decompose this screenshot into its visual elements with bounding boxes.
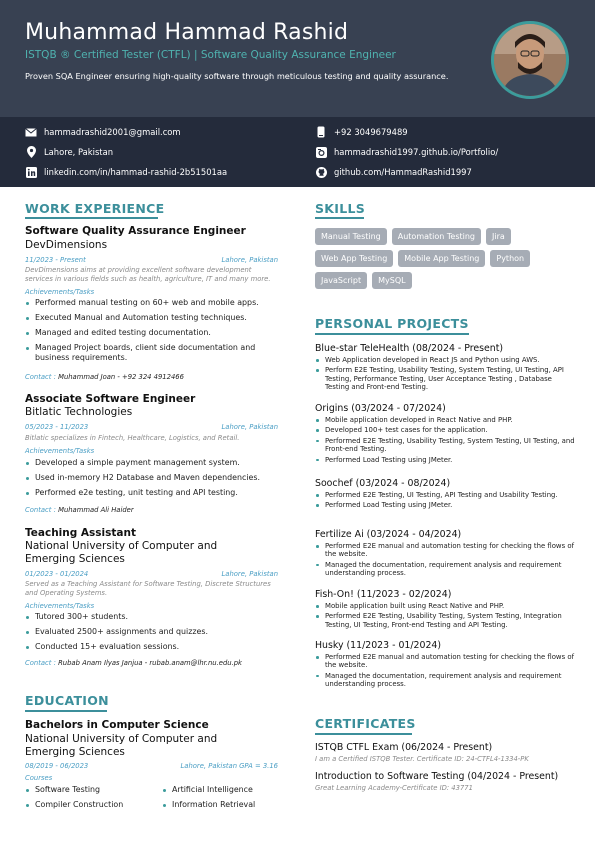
- skill-tag: Automation Testing: [392, 228, 481, 245]
- list-item: Information Retrieval: [162, 800, 299, 810]
- list-item: Web Application developed in React JS and Python using AWS.: [315, 356, 575, 364]
- skill-tag: Web App Testing: [315, 250, 393, 267]
- list-item: Software Testing: [25, 785, 162, 795]
- project-bullets: [315, 602, 575, 631]
- list-item: Performed E2E manual and automation testing for checking the flows of the website.: [315, 653, 575, 670]
- job-location: Lahore, Pakistan: [221, 423, 278, 431]
- list-item: Artificial Intelligence: [162, 785, 299, 795]
- phone-icon: [315, 126, 327, 138]
- job-company: National University of Computer and Emerging Sciences: [25, 540, 218, 565]
- list-item: Managed and edited testing documentation.: [25, 328, 285, 338]
- list-item: Performed manual testing on 60+ web and mobile apps.: [25, 298, 285, 308]
- contact-portfolio[interactable]: [315, 146, 498, 158]
- skill-tag: Jira: [486, 228, 511, 245]
- list-item: Evaluated 2500+ assignments and quizzes.: [25, 627, 285, 637]
- job-contact: [25, 506, 134, 514]
- job-description: DevDimensions aims at providing excellent software development services in various fields such as health, agriculture, IT and many more.: [25, 266, 271, 283]
- list-item: Managed the documentation, requirement analysis and requirement understanding process.: [315, 672, 575, 689]
- job-bullets: [25, 612, 285, 657]
- job-company: DevDimensions: [25, 239, 108, 251]
- project-bullets: [315, 491, 575, 512]
- list-item: Perform E2E Testing, Usability Testing, System Testing, UI Testing, API Testing, Performance Testing, User Acceptance Testing , Database Testing and Front-end Testing.: [315, 366, 575, 391]
- full-name: Muhammad Hammad Rashid: [25, 20, 349, 45]
- project-bullets: [315, 416, 575, 466]
- job-location: Lahore, Pakistan: [221, 256, 278, 264]
- skill-tag: Mobile App Testing: [398, 250, 485, 267]
- summary: Proven SQA Engineer ensuring high-quality software through meticulous testing and quality assurance.: [25, 71, 449, 81]
- achievements-label: Achievements/Tasks: [25, 447, 95, 455]
- list-item: Performed E2E Testing, UI Testing, API Testing and Usability Testing.: [315, 491, 575, 499]
- job-contact: [25, 659, 242, 667]
- courses-list: [25, 785, 299, 815]
- list-item: Managed Project boards, client side documentation and business requirements.: [25, 343, 285, 363]
- skills-heading: SKILLS: [315, 201, 366, 216]
- skill-tag: JavaScript: [315, 272, 367, 289]
- skills-underline: [315, 217, 364, 219]
- header: [0, 0, 595, 117]
- job-dates: 01/2023 - 01/2024: [25, 570, 89, 578]
- job-title: Teaching Assistant: [25, 527, 136, 539]
- project-title: Fish-On! (11/2023 - 02/2024): [315, 589, 452, 600]
- project-title: Husky (11/2023 - 01/2024): [315, 640, 442, 651]
- contact-bar: [0, 117, 595, 187]
- achievements-label: Achievements/Tasks: [25, 288, 95, 296]
- job-location: Lahore, Pakistan: [221, 570, 278, 578]
- project-bullets: [315, 356, 575, 394]
- contact-label: Contact :: [25, 506, 56, 514]
- contact-value: Rubab Anam Ilyas Janjua - rubab.anam@lhr.nu.edu.pk: [58, 659, 242, 667]
- school-name: National University of Computer and Emerging Sciences: [25, 733, 218, 758]
- certificate-title: ISTQB CTFL Exam (06/2024 - Present): [315, 742, 493, 753]
- project-title: Fertilize Ai (03/2024 - 04/2024): [315, 529, 462, 540]
- certificate-note: Great Learning Academy-Certificate ID: 43771: [315, 784, 473, 792]
- projects-heading: PERSONAL PROJECTS: [315, 316, 469, 331]
- project-title: Blue-star TeleHealth (08/2024 - Present): [315, 343, 504, 354]
- phone-text: +92 3049679489: [334, 127, 408, 137]
- project-title: Origins (03/2024 - 07/2024): [315, 403, 446, 414]
- project-bullets: [315, 653, 575, 691]
- portfolio-icon: [315, 146, 327, 158]
- profile-photo: [491, 21, 569, 99]
- contact-value: Muhammad Ali Haider: [58, 506, 134, 514]
- contact-github[interactable]: [315, 166, 472, 178]
- list-item: Performed E2E Testing, Usability Testing, System Testing, Integration Testing, UI Testing, Front-end Testing and API Testing.: [315, 612, 575, 629]
- job-bullets: [25, 298, 285, 368]
- courses-column-right: [162, 785, 299, 815]
- list-item: Managed the documentation, requirement analysis and requirement understanding process.: [315, 561, 575, 578]
- job-contact: [25, 373, 184, 381]
- location-text: Lahore, Pakistan: [44, 147, 114, 157]
- list-item: Performed Load Testing using JMeter.: [315, 501, 575, 509]
- contact-phone[interactable]: [315, 126, 408, 138]
- email-text: hammadrashid2001@gmail.com: [44, 127, 181, 137]
- courses-column-left: [25, 785, 162, 815]
- project-bullets: [315, 542, 575, 580]
- list-item: Developed 100+ test cases for the application.: [315, 426, 575, 434]
- project-title: Soochef (03/2024 - 08/2024): [315, 478, 451, 489]
- contact-label: Contact :: [25, 659, 56, 667]
- linkedin-icon: [25, 166, 37, 178]
- list-item: Used in-memory H2 Database and Maven dependencies.: [25, 473, 285, 483]
- contact-linkedin[interactable]: [25, 166, 227, 178]
- contact-value: Muhammad Joan - +92 324 4912466: [58, 373, 184, 381]
- list-item: Performed E2E Testing, Usability Testing, System Testing, UI Testing, and Front-end Testing.: [315, 437, 575, 454]
- list-item: Compiler Construction: [25, 800, 162, 810]
- certificate-title: Introduction to Software Testing (04/2024 - Present): [315, 771, 559, 782]
- work-experience-underline: [25, 217, 158, 219]
- certificate-note: I am a Certified ISTQB Tester. Certificate ID: 24-CTFL4-1334-PK: [315, 755, 529, 763]
- list-item: Executed Manual and Automation testing techniques.: [25, 313, 285, 323]
- contact-email[interactable]: [25, 126, 181, 138]
- job-title: Software Quality Assurance Engineer: [25, 225, 246, 237]
- list-item: Tutored 300+ students.: [25, 612, 285, 622]
- education-location-gpa: Lahore, Pakistan GPA = 3.16: [180, 762, 278, 770]
- list-item: Developed a simple payment management system.: [25, 458, 285, 468]
- location-pin-icon: [25, 146, 37, 158]
- certificates-heading: CERTIFICATES: [315, 716, 416, 731]
- job-bullets: [25, 458, 285, 503]
- list-item: Performed E2E manual and automation testing for checking the flows of the website.: [315, 542, 575, 559]
- skills-tags: [315, 228, 575, 294]
- job-dates: 05/2023 - 11/2023: [25, 423, 89, 431]
- job-dates: 11/2023 - Present: [25, 256, 86, 264]
- education-underline: [25, 710, 107, 712]
- list-item: Mobile application built using React Native and PHP.: [315, 602, 575, 610]
- list-item: Mobile application developed in React Native and PHP.: [315, 416, 575, 424]
- certificates-underline: [315, 733, 412, 735]
- skill-tag: MySQL: [372, 272, 411, 289]
- headline: ISTQB ® Certified Tester (CTFL) | Software Quality Assurance Engineer: [25, 49, 396, 61]
- education-dates: 08/2019 - 06/2023: [25, 762, 89, 770]
- work-experience-heading: WORK EXPERIENCE: [25, 201, 165, 216]
- envelope-icon: [25, 126, 37, 138]
- list-item: Conducted 15+ evaluation sessions.: [25, 642, 285, 652]
- contact-label: Contact :: [25, 373, 56, 381]
- job-title: Associate Software Engineer: [25, 393, 196, 405]
- achievements-label: Achievements/Tasks: [25, 602, 95, 610]
- portfolio-text: hammadrashid1997.github.io/Portfolio/: [334, 147, 499, 157]
- github-icon: [315, 166, 327, 178]
- courses-label: Courses: [25, 774, 53, 782]
- education-heading: EDUCATION: [25, 693, 109, 708]
- list-item: Performed e2e testing, unit testing and API testing.: [25, 488, 285, 498]
- github-text: github.com/HammadRashid1997: [334, 167, 472, 177]
- list-item: Performed Load Testing using JMeter.: [315, 456, 575, 464]
- job-description: Served as a Teaching Assistant for Software Testing, Discrete Structures and Operating Systems.: [25, 580, 271, 597]
- job-company: Bitlatic Technologies: [25, 406, 133, 418]
- skill-tag: Manual Testing: [315, 228, 387, 245]
- degree-title: Bachelors in Computer Science: [25, 719, 209, 731]
- job-description: Bitlatic specializes in Fintech, Healthcare, Logistics, and Retail.: [25, 434, 240, 442]
- linkedin-text: linkedin.com/in/hammad-rashid-2b51501aa: [44, 167, 228, 177]
- projects-underline: [315, 333, 469, 335]
- skill-tag: Python: [490, 250, 530, 267]
- contact-location: [25, 146, 113, 158]
